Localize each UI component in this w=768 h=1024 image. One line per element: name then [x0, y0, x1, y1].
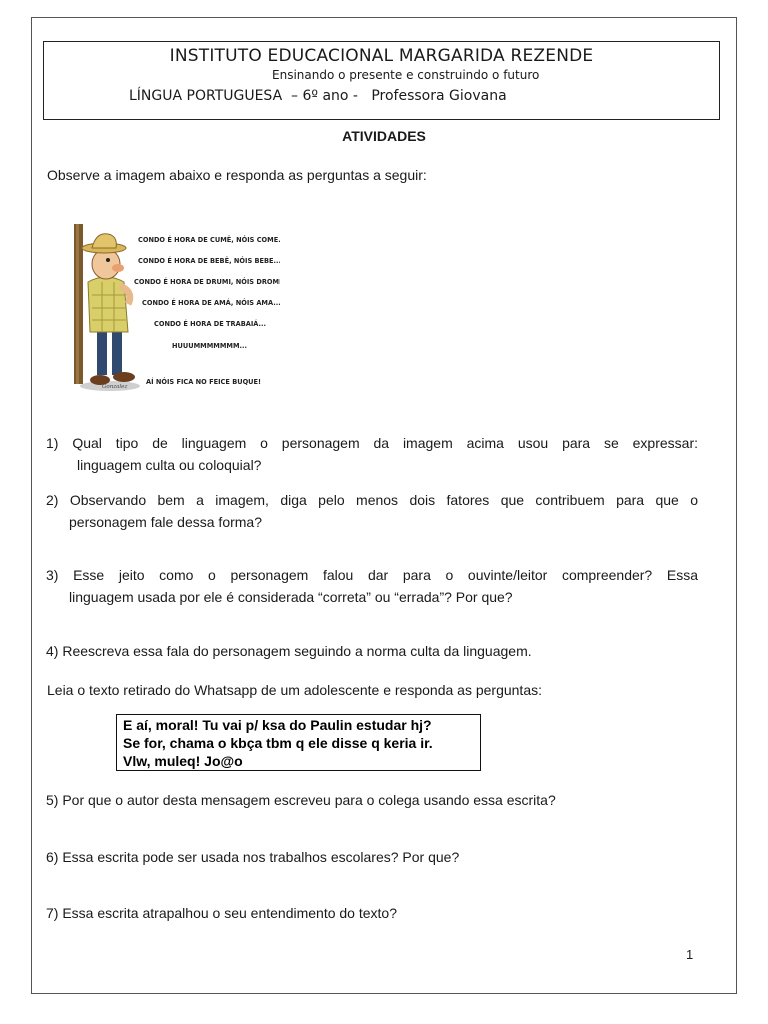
cartoon-line-7: AÍ NÓIS FICA NO FEICE BUQUE! — [146, 378, 262, 386]
whatsapp-intro: Leia o texto retirado do Whatsapp de um adolescente e responda as perguntas: — [47, 682, 542, 698]
question-5: 5) Por que o autor desta mensagem escreveu para o colega usando essa escrita? — [46, 792, 556, 808]
cartoon-line-5: CONDO É HORA DE TRABAIÁ... — [154, 320, 267, 328]
character-legs — [97, 330, 107, 375]
school-name: INSTITUTO EDUCACIONAL MARGARIDA REZENDE — [169, 46, 594, 66]
artist-signature: Gonzalez — [102, 384, 128, 390]
question-3 — [46, 564, 698, 608]
question-1-line-1: 1) Qual tipo de linguagem o personagem da imagem acima usou para se expressar: — [46, 435, 698, 451]
cartoon-line-1: CONDO É HORA DE CUMÊ, NÓIS COME... — [138, 236, 280, 244]
message-line-3: Vlw, muleq! Jo@o — [123, 753, 243, 769]
question-7: 7) Essa escrita atrapalhou o seu entendimento do texto? — [46, 905, 397, 921]
school-slogan: Ensinando o presente e construindo o futuro — [272, 68, 540, 82]
intro-text: Observe a imagem abaixo e responda as perguntas a seguir: — [47, 167, 427, 183]
message-line-2: Se for, chama o kbça tbm q ele disse q keria ir. — [123, 735, 433, 751]
question-2 — [46, 489, 698, 533]
header-box — [43, 41, 720, 120]
whatsapp-message-box — [116, 714, 481, 771]
cartoon-line-6: HUUUMMMMMMM... — [172, 342, 248, 350]
cartoon-figure — [62, 220, 280, 398]
character-head — [92, 249, 120, 279]
question-1-line-2: linguagem culta ou coloquial? — [77, 457, 262, 473]
cartoon-line-4: CONDO É HORA DE AMÁ, NÓIS AMA... — [142, 299, 280, 307]
cartoon-line-2: CONDO É HORA DE BEBÊ, NÓIS BEBE... — [138, 257, 280, 265]
subject-line: LÍNGUA PORTUGUESA – 6º ano - Professora Giovana — [129, 88, 507, 104]
message-line-1: E aí, moral! Tu vai p/ ksa do Paulin estudar hj? — [123, 717, 432, 733]
page-number: 1 — [686, 947, 694, 962]
cartoon-illustration — [62, 220, 280, 398]
question-1 — [46, 432, 698, 476]
question-4: 4) Reescreva essa fala do personagem seguindo a norma culta da linguagem. — [46, 643, 532, 659]
question-2-line-1: 2) Observando bem a imagem, diga pelo menos dois fatores que contribuem para que o — [46, 492, 698, 508]
question-6: 6) Essa escrita pode ser usada nos trabalhos escolares? Por que? — [46, 849, 460, 865]
cartoon-line-3: CONDO É HORA DE DRUMI, NÓIS DROME... — [134, 278, 280, 286]
question-3-line-2: linguagem usada por ele é considerada “correta” ou “errada”? Por que? — [69, 589, 513, 605]
question-3-line-1: 3) Esse jeito como o personagem falou dar para o ouvinte/leitor compreender? Essa — [46, 567, 698, 583]
question-2-line-2: personagem fale dessa forma? — [69, 514, 262, 530]
page-title: ATIVIDADES — [342, 128, 426, 144]
